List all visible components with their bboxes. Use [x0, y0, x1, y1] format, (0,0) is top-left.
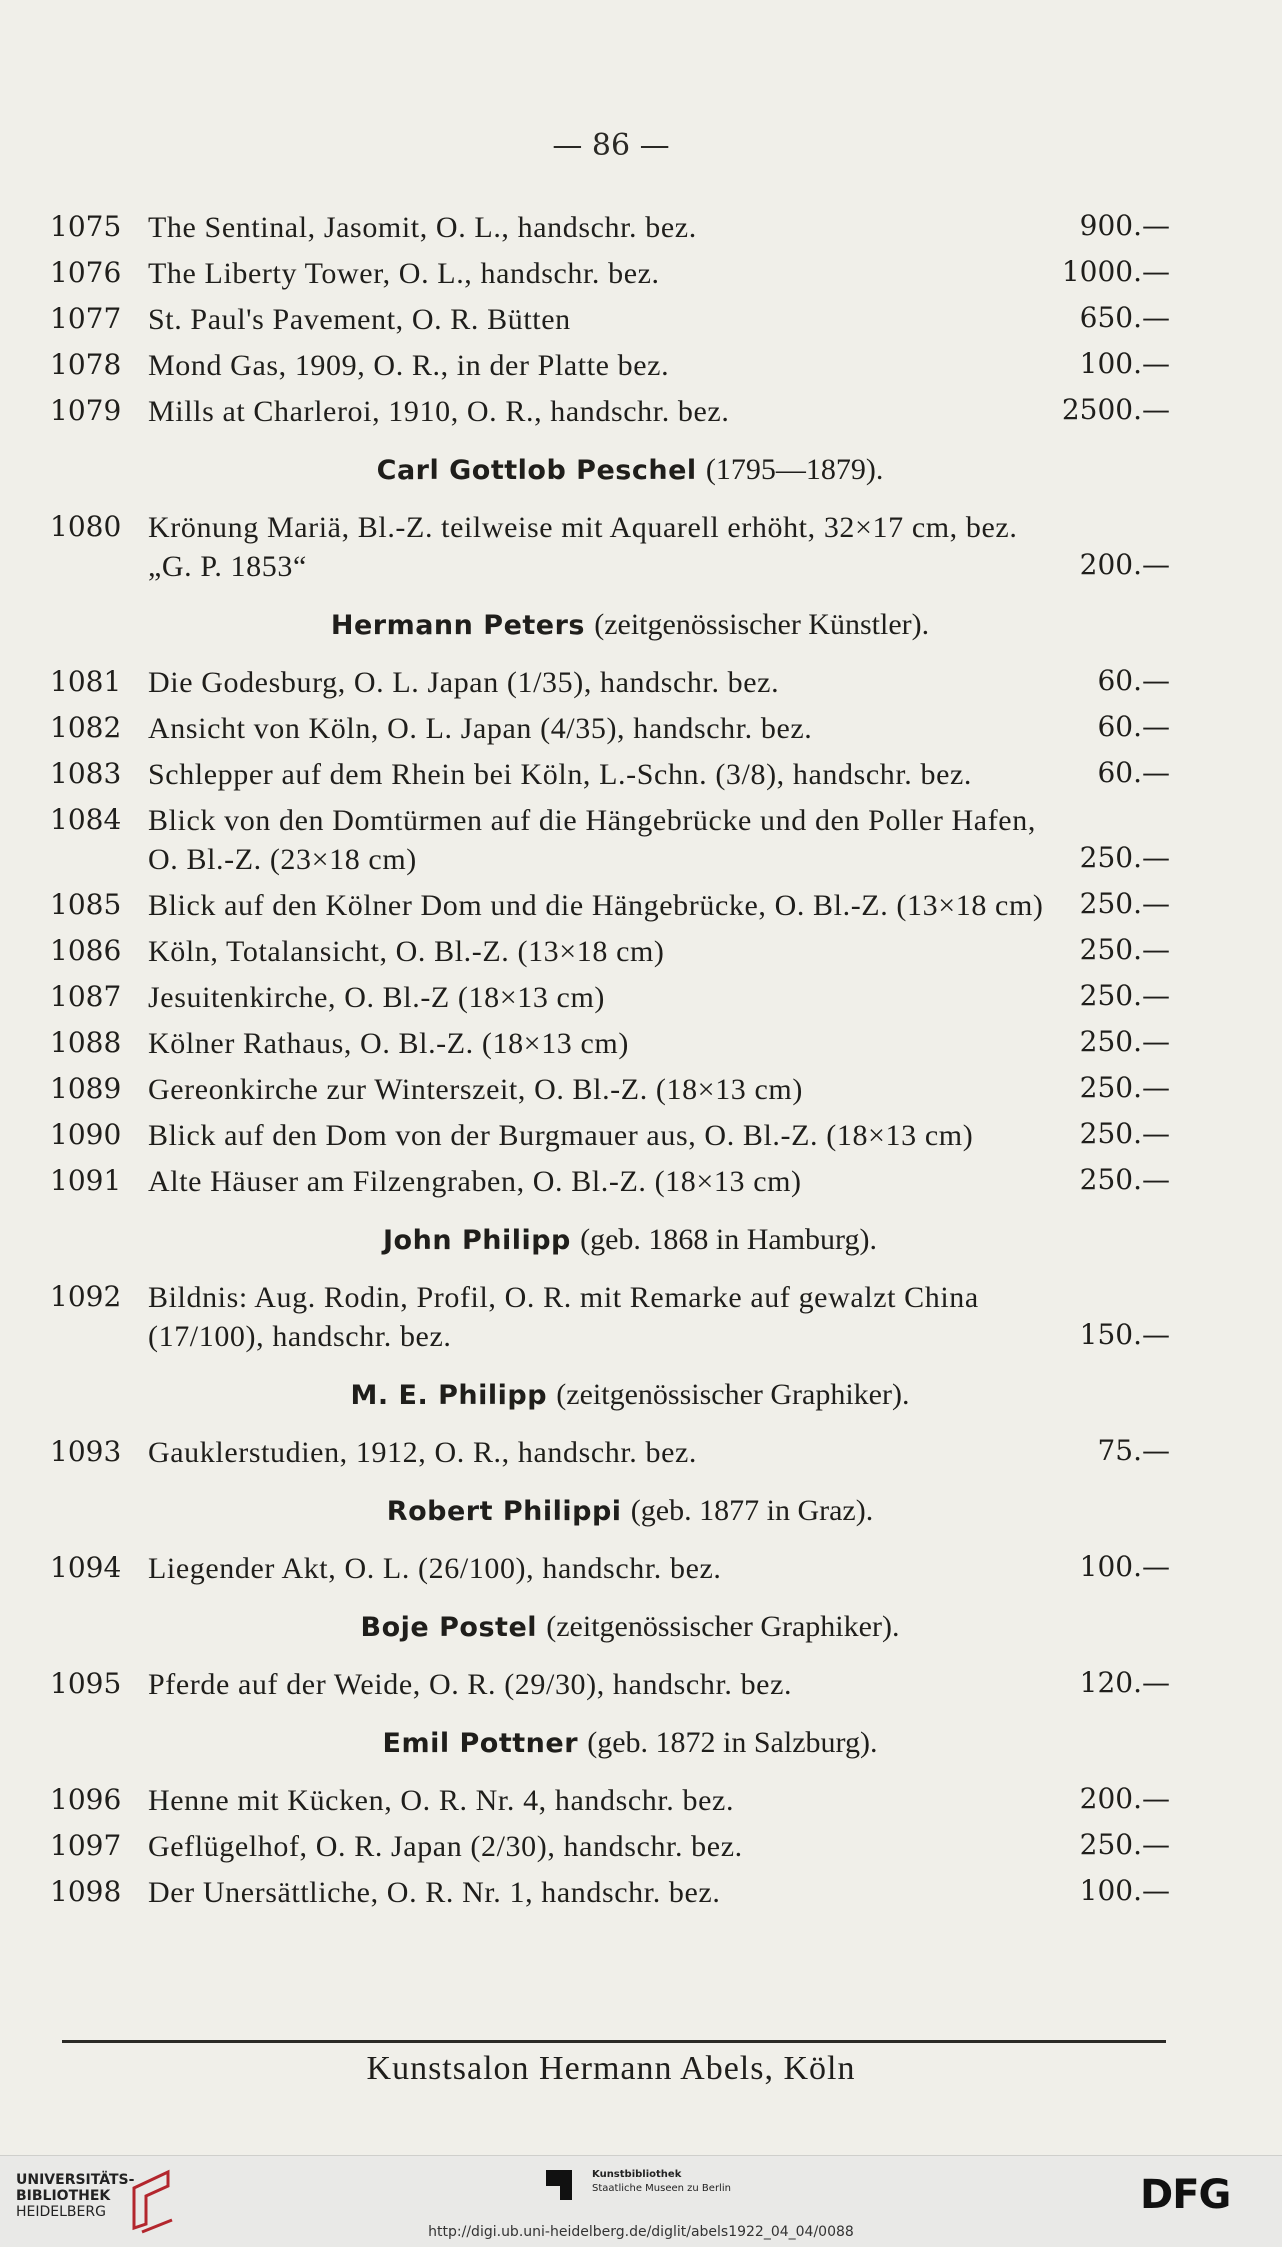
artist-name: Carl Gottlob Peschel — [376, 455, 697, 486]
lot-number: 1079 — [50, 394, 122, 427]
lot-price: 250.— — [1079, 841, 1170, 874]
lot-description: Schlepper auf dem Rhein bei Köln, L.-Schn. (3/8), handschr. bez. — [148, 758, 973, 791]
artist-name: Hermann Peters — [330, 610, 585, 641]
catalog-entry — [50, 1778, 1170, 1820]
ub-heidelberg-logo[interactable] — [16, 2172, 134, 2220]
catalog-entry — [50, 251, 1170, 293]
catalog-entry — [50, 975, 1170, 1017]
footer-publisher: Kunstsalon Hermann Abels, Köln — [366, 2050, 856, 2087]
catalog-entry — [50, 798, 1170, 879]
lot-price: 200.— — [1079, 548, 1170, 581]
kunstbibliothek-label[interactable] — [592, 2168, 731, 2196]
page-number: — 86 — — [552, 128, 670, 163]
lot-number: 1080 — [50, 510, 122, 543]
catalog-entry — [50, 706, 1170, 748]
lot-number: 1090 — [50, 1118, 122, 1151]
catalog-entry — [50, 1870, 1170, 1912]
lot-price: 250.— — [1079, 933, 1170, 966]
lot-number: 1091 — [50, 1164, 122, 1197]
catalog-entry — [50, 205, 1170, 247]
artist-name: Boje Postel — [360, 1612, 538, 1643]
lot-price: 250.— — [1079, 887, 1170, 920]
lot-description: Blick von den Domtürmen auf die Hängebrücke und den Poller Hafen, O. Bl.-Z. (23×18 cm) — [148, 804, 1036, 876]
lot-number: 1089 — [50, 1072, 122, 1105]
lot-description: Liegender Akt, O. L. (26/100), handschr. bez. — [148, 1552, 722, 1585]
ub-logo-line: BIBLIOTHEK — [16, 2188, 111, 2204]
lot-description: Geflügelhof, O. R. Japan (2/30), handschr. bez. — [148, 1830, 743, 1863]
lot-description: Mond Gas, 1909, O. R., in der Platte bez. — [148, 349, 670, 382]
catalog-entry — [50, 929, 1170, 971]
lot-number: 1094 — [50, 1551, 122, 1584]
lot-description: Die Godesburg, O. L. Japan (1/35), handschr. bez. — [148, 666, 780, 699]
catalog-entry — [50, 1430, 1170, 1472]
artist-info: (geb. 1868 in Hamburg). — [580, 1223, 877, 1256]
lot-number: 1097 — [50, 1829, 122, 1862]
catalog-entry — [50, 343, 1170, 385]
lot-price: 60.— — [1097, 756, 1170, 789]
artist-info: (1795—1879). — [705, 453, 884, 486]
lot-number: 1084 — [50, 803, 122, 836]
artist-heading — [50, 604, 1170, 646]
lot-number: 1075 — [50, 210, 122, 243]
lot-price: 250.— — [1079, 1071, 1170, 1104]
lot-description: The Liberty Tower, O. L., handschr. bez. — [148, 257, 660, 290]
kb-name: Kunstbibliothek — [592, 2169, 682, 2180]
lot-price: 200.— — [1079, 1782, 1170, 1815]
lot-price: 100.— — [1079, 1550, 1170, 1583]
catalog-entry — [50, 1067, 1170, 1109]
catalog-entry — [50, 1662, 1170, 1704]
lot-number: 1098 — [50, 1875, 122, 1908]
lot-description: Kölner Rathaus, O. Bl.-Z. (18×13 cm) — [148, 1027, 629, 1060]
catalog-entry — [50, 1275, 1170, 1356]
lot-number: 1083 — [50, 757, 122, 790]
catalog-entry — [50, 1159, 1170, 1201]
catalog-entry — [50, 505, 1170, 586]
lot-number: 1086 — [50, 934, 122, 967]
lot-price: 60.— — [1097, 664, 1170, 697]
lot-description: Blick auf den Kölner Dom und die Hängebrücke, O. Bl.-Z. (13×18 cm) — [148, 889, 1044, 922]
lot-price: 2500.— — [1061, 393, 1170, 426]
artist-info: (geb. 1877 in Graz). — [630, 1494, 874, 1527]
lot-number: 1093 — [50, 1435, 122, 1468]
lot-description: Ansicht von Köln, O. L. Japan (4/35), handschr. bez. — [148, 712, 813, 745]
lot-description: Köln, Totalansicht, O. Bl.-Z. (13×18 cm) — [148, 935, 665, 968]
artist-info: (zeitgenössischer Graphiker). — [546, 1610, 900, 1643]
catalog-entry — [50, 883, 1170, 925]
catalog-list — [50, 205, 1170, 1916]
artist-heading — [50, 1606, 1170, 1648]
catalog-entry — [50, 1113, 1170, 1155]
lot-price: 60.— — [1097, 710, 1170, 743]
lot-number: 1076 — [50, 256, 122, 289]
artist-info: (zeitgenössischer Künstler). — [594, 608, 930, 641]
lot-number: 1087 — [50, 980, 122, 1013]
lot-number: 1077 — [50, 302, 122, 335]
artist-info: (geb. 1872 in Salzburg). — [587, 1726, 878, 1759]
lot-description: Mills at Charleroi, 1910, O. R., handschr. bez. — [148, 395, 730, 428]
lot-price: 100.— — [1079, 1874, 1170, 1907]
catalog-entry — [50, 752, 1170, 794]
lot-price: 250.— — [1079, 1117, 1170, 1150]
lot-number: 1096 — [50, 1783, 122, 1816]
lot-description: St. Paul's Pavement, O. R. Bütten — [148, 303, 571, 336]
lot-number: 1088 — [50, 1026, 122, 1059]
catalog-entry — [50, 1021, 1170, 1063]
artist-heading — [50, 1490, 1170, 1532]
lot-number: 1081 — [50, 665, 122, 698]
lot-description: Bildnis: Aug. Rodin, Profil, O. R. mit Remarke auf gewalzt China (17/100), handschr. bez. — [148, 1281, 979, 1353]
lot-description: Gauklerstudien, 1912, O. R., handschr. bez. — [148, 1436, 698, 1469]
artist-heading — [50, 1374, 1170, 1416]
lot-price: 250.— — [1079, 1025, 1170, 1058]
ub-logo-line: UNIVERSITÄTS- — [16, 2172, 135, 2188]
lot-description: Krönung Mariä, Bl.-Z. teilweise mit Aquarell erhöht, 32×17 cm, bez. „G. P. 1853“ — [148, 511, 1018, 583]
lot-description: Alte Häuser am Filzengraben, O. Bl.-Z. (18×13 cm) — [148, 1165, 802, 1198]
artist-info: (zeitgenössischer Graphiker). — [556, 1378, 910, 1411]
lot-number: 1078 — [50, 348, 122, 381]
artist-heading — [50, 1722, 1170, 1764]
ub-logo-line: HEIDELBERG — [16, 2204, 106, 2220]
artist-heading — [50, 1219, 1170, 1261]
lot-number: 1092 — [50, 1280, 122, 1313]
lot-description: Jesuitenkirche, O. Bl.-Z (18×13 cm) — [148, 981, 605, 1014]
lot-price: 100.— — [1079, 347, 1170, 380]
source-url-link[interactable]: http://digi.ub.uni-heidelberg.de/diglit/abels1922_04_04/0088 — [428, 2224, 854, 2240]
lot-price: 120.— — [1079, 1666, 1170, 1699]
lot-description: Der Unersättliche, O. R. Nr. 1, handschr. bez. — [148, 1876, 721, 1909]
kb-subtitle: Staatliche Museen zu Berlin — [592, 2183, 731, 2194]
lot-price: 150.— — [1079, 1318, 1170, 1351]
lot-price: 75.— — [1097, 1434, 1170, 1467]
artist-heading — [50, 449, 1170, 491]
lot-description: The Sentinal, Jasomit, O. L., handschr. bez. — [148, 211, 697, 244]
kunstbibliothek-logo-icon — [546, 2170, 572, 2200]
artist-name: John Philipp — [383, 1225, 571, 1256]
lot-description: Blick auf den Dom von der Burgmauer aus, O. Bl.-Z. (18×13 cm) — [148, 1119, 974, 1152]
lot-description: Gereonkirche zur Winterszeit, O. Bl.-Z. (18×13 cm) — [148, 1073, 803, 1106]
artist-name: M. E. Philipp — [350, 1380, 548, 1411]
dfg-logo[interactable]: DFG — [1140, 2172, 1231, 2218]
lot-price: 1000.— — [1061, 255, 1170, 288]
lot-price: 250.— — [1079, 1828, 1170, 1861]
lot-price: 900.— — [1079, 209, 1170, 242]
footer-rule — [62, 2040, 1166, 2043]
catalog-entry — [50, 660, 1170, 702]
lot-price: 250.— — [1079, 1163, 1170, 1196]
lot-price: 250.— — [1079, 979, 1170, 1012]
lot-number: 1082 — [50, 711, 122, 744]
catalog-entry — [50, 1824, 1170, 1866]
catalog-entry — [50, 1546, 1170, 1588]
lot-description: Henne mit Kücken, O. R. Nr. 4, handschr. bez. — [148, 1784, 735, 1817]
lot-description: Pferde auf der Weide, O. R. (29/30), handschr. bez. — [148, 1668, 793, 1701]
lot-price: 650.— — [1079, 301, 1170, 334]
artist-name: Robert Philippi — [386, 1496, 622, 1527]
lot-number: 1095 — [50, 1667, 122, 1700]
artist-name: Emil Pottner — [382, 1728, 579, 1759]
lot-number: 1085 — [50, 888, 122, 921]
catalog-entry — [50, 389, 1170, 431]
catalog-entry — [50, 297, 1170, 339]
